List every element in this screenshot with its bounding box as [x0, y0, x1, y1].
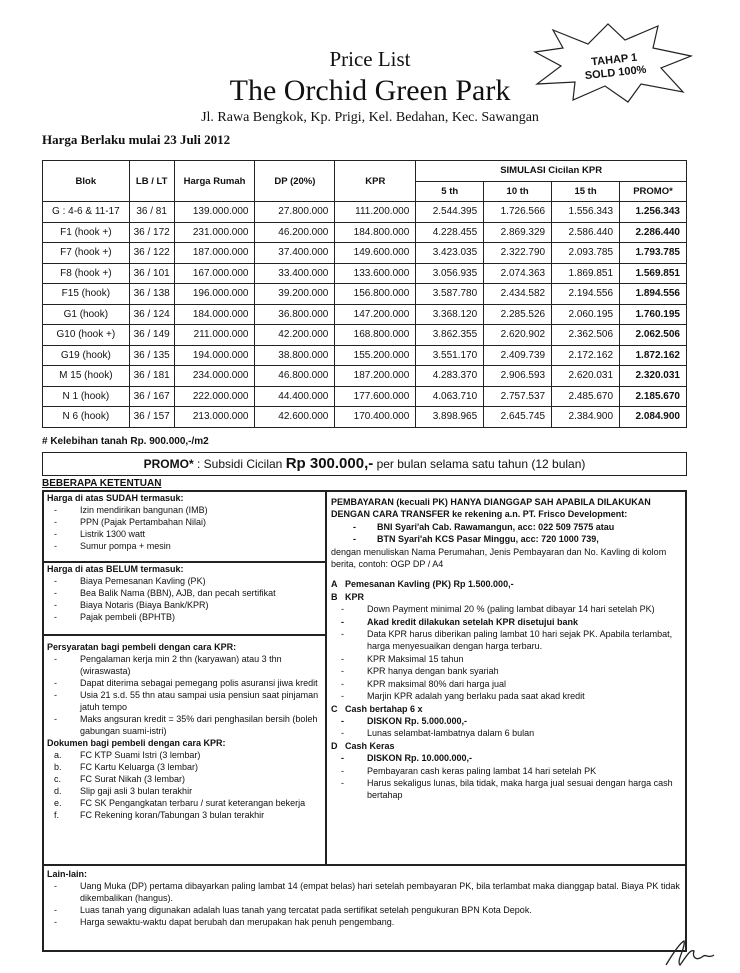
list-item [44, 689, 325, 713]
table-cell: G10 (hook +) [43, 325, 130, 346]
list-item-text: FC Surat Nikah (3 lembar) [80, 774, 186, 784]
table-cell: 194.000.000 [174, 345, 255, 366]
included-title: Harga di atas SUDAH termasuk: [47, 493, 184, 503]
price-list-label: Price List [329, 47, 411, 71]
table-cell: 2.185.670 [620, 386, 687, 407]
requirements-list [44, 653, 325, 737]
list-item [331, 616, 685, 628]
list-item-text: DISKON Rp. 10.000.000,- [367, 753, 473, 764]
other-box [43, 865, 686, 951]
table-cell: 36 / 181 [129, 366, 174, 387]
table-row [43, 304, 687, 325]
table-cell: 187.000.000 [174, 243, 255, 264]
section-d-label: D [331, 740, 338, 751]
list-item [44, 540, 325, 552]
list-item [331, 765, 685, 777]
table-cell: 2.093.785 [552, 243, 620, 264]
col-harga: Harga Rumah [174, 161, 255, 202]
list-item [44, 677, 325, 689]
table-cell: 184.000.000 [174, 304, 255, 325]
table-cell: 139.000.000 [174, 202, 255, 223]
cashk-list [331, 752, 685, 802]
table-cell: 3.056.935 [416, 263, 484, 284]
table-cell: 2.320.031 [620, 366, 687, 387]
promo-pre: : Subsidi Cicilan [196, 457, 283, 471]
table-cell: 46.800.000 [255, 366, 335, 387]
table-cell: 133.600.000 [335, 263, 416, 284]
section-b-text: KPR [345, 591, 365, 602]
table-cell: 36 / 101 [129, 263, 174, 284]
table-cell: 42.600.000 [255, 407, 335, 428]
table-cell: 46.200.000 [255, 222, 335, 243]
table-cell: 168.800.000 [335, 325, 416, 346]
table-cell: 156.800.000 [335, 284, 416, 305]
table-cell: 38.800.000 [255, 345, 335, 366]
bullet-marker: - [353, 534, 356, 545]
list-item [331, 533, 685, 545]
section-d [331, 740, 685, 752]
document-header [0, 0, 740, 155]
list-item-text: Biaya Pemesanan Kavling (PK) [80, 576, 206, 586]
table-cell: M 15 (hook) [43, 366, 130, 387]
table-cell: 231.000.000 [174, 222, 255, 243]
excluded-list [44, 575, 325, 623]
bullet-marker: - [341, 629, 344, 640]
section-c [331, 703, 685, 715]
table-cell: 3.587.780 [416, 284, 484, 305]
table-cell: 2.409.739 [484, 345, 552, 366]
list-item [44, 575, 325, 587]
table-row [43, 284, 687, 305]
list-item [44, 504, 325, 516]
table-cell: 2.906.593 [484, 366, 552, 387]
table-cell: 37.400.000 [255, 243, 335, 264]
table-cell: 1.569.851 [620, 263, 687, 284]
list-item-text: DISKON Rp. 5.000.000,- [367, 715, 468, 726]
bullet-marker: - [54, 881, 57, 891]
table-cell: 1.872.162 [620, 345, 687, 366]
table-cell: 234.000.000 [174, 366, 255, 387]
table-cell: 2.485.670 [552, 386, 620, 407]
table-cell: 2.060.195 [552, 304, 620, 325]
table-cell: 36 / 172 [129, 222, 174, 243]
list-item [44, 761, 325, 773]
table-cell: 2.384.900 [552, 407, 620, 428]
table-cell: 36 / 149 [129, 325, 174, 346]
table-cell: F8 (hook +) [43, 263, 130, 284]
table-cell: 36 / 122 [129, 243, 174, 264]
col-lb-lt: LB / LT [129, 161, 174, 202]
bullet-marker: - [54, 529, 57, 539]
promo-post: per bulan selama satu tahun (12 bulan) [376, 457, 586, 471]
list-item [331, 752, 685, 764]
bullet-marker: - [54, 917, 57, 927]
table-cell: 3.551.170 [416, 345, 484, 366]
bullet-marker: - [54, 690, 57, 700]
table-cell: 2.757.537 [484, 386, 552, 407]
cash6-list [331, 715, 685, 740]
bullet-marker: - [341, 715, 344, 726]
price-valid-date: Harga Berlaku mulai 23 Juli 2012 [42, 132, 231, 147]
section-a-label: A [331, 579, 338, 590]
list-item [44, 916, 685, 928]
table-cell: 36 / 124 [129, 304, 174, 325]
table-cell: 39.200.000 [255, 284, 335, 305]
table-cell: 36 / 138 [129, 284, 174, 305]
section-a [331, 578, 685, 590]
list-item-text: Bea Balik Nama (BBN), AJB, dan pecah sertifikat [80, 588, 276, 598]
table-cell: 1.726.566 [484, 202, 552, 223]
bullet-marker: - [54, 612, 57, 622]
table-cell: 2.084.900 [620, 407, 687, 428]
bullet-marker: - [341, 765, 344, 776]
col-simulasi: SIMULASI Cicilan KPR [416, 161, 687, 182]
table-cell: 33.400.000 [255, 263, 335, 284]
included-box [43, 491, 326, 562]
table-row [43, 263, 687, 284]
list-item-text: Marjin KPR adalah yang berlaku pada saat akad kredit [367, 691, 585, 702]
section-d-text: Cash Keras [345, 740, 395, 751]
table-cell: 2.362.506 [552, 325, 620, 346]
table-cell: 36 / 135 [129, 345, 174, 366]
table-cell: 222.000.000 [174, 386, 255, 407]
table-cell: F15 (hook) [43, 284, 130, 305]
bullet-marker: - [341, 616, 344, 627]
table-cell: 147.200.000 [335, 304, 416, 325]
table-cell: 27.800.000 [255, 202, 335, 223]
bullet-marker: - [341, 666, 344, 677]
promo-label: PROMO* [143, 457, 194, 471]
table-cell: 4.228.455 [416, 222, 484, 243]
bullet-marker: - [341, 653, 344, 664]
table-cell: 3.862.355 [416, 325, 484, 346]
table-cell: 1.894.556 [620, 284, 687, 305]
table-cell: 2.544.395 [416, 202, 484, 223]
bank-list [331, 521, 685, 546]
kpr-list [331, 603, 685, 702]
col-10th: 10 th [484, 181, 552, 202]
list-item-text: PPN (Pajak Pertambahan Nilai) [80, 517, 207, 527]
list-item-text: Luas tanah yang digunakan adalah luas tanah yang tercatat pada sertifikat setelah pengukuran BPN Kota Depok. [80, 905, 532, 915]
list-letter: f. [54, 810, 60, 820]
table-cell: G19 (hook) [43, 345, 130, 366]
list-item-text: Slip gaji asli 3 bulan terakhir [80, 786, 193, 796]
table-cell: 36 / 157 [129, 407, 174, 428]
list-item-text: Maks angsuran kredit = 35% dari penghasilan bersih (boleh gabungan suami-istri) [80, 714, 318, 736]
list-item-text: Izin mendirikan bangunan (IMB) [80, 505, 208, 515]
table-cell: 167.000.000 [174, 263, 255, 284]
signature-icon [662, 935, 722, 971]
table-cell: 155.200.000 [335, 345, 416, 366]
table-row [43, 407, 687, 428]
bullet-marker: - [54, 600, 57, 610]
list-item-text: Harus sekaligus lunas, bila tidak, maka harga jual sesuai dengan harga cash bertahap [367, 777, 673, 801]
table-cell: 170.400.000 [335, 407, 416, 428]
list-item [331, 521, 685, 533]
table-cell: 111.200.000 [335, 202, 416, 223]
table-row [43, 202, 687, 223]
list-item [44, 773, 325, 785]
excluded-title: Harga di atas BELUM termasuk: [47, 564, 184, 574]
list-item-text: Uang Muka (DP) pertama dibayarkan paling lambat 14 (empat belas) hari setelah pembayaran PK, bila terlambat maka dianggap batal. Biaya PK tidak dikembalikan (hangus). [80, 881, 680, 903]
list-item [44, 749, 325, 761]
table-cell: 2.062.506 [620, 325, 687, 346]
table-cell: 4.063.710 [416, 386, 484, 407]
table-cell: 44.400.000 [255, 386, 335, 407]
bullet-marker: - [54, 905, 57, 915]
list-item [44, 528, 325, 540]
table-cell: 1.556.343 [552, 202, 620, 223]
list-item [44, 880, 685, 904]
list-item [331, 603, 685, 615]
docs-list [44, 749, 325, 821]
list-item [44, 809, 325, 821]
list-item-text: Biaya Notaris (Biaya Bank/KPR) [80, 600, 209, 610]
payment-note: dengan menuliskan Nama Perumahan, Jenis Pembayaran dan No. Kavling di kolom berita, contoh: OGP DP / A4 [331, 546, 667, 570]
payment-head: PEMBAYARAN (kecuali PK) HANYA DIANGGAP SAH APABILA DILAKUKAN [331, 497, 651, 507]
list-item-text: Akad kredit dilakukan setelah KPR disetujui bank [367, 616, 579, 627]
bullet-marker: - [54, 654, 57, 664]
table-cell: G1 (hook) [43, 304, 130, 325]
table-cell: N 1 (hook) [43, 386, 130, 407]
table-cell: 2.194.556 [552, 284, 620, 305]
table-row [43, 386, 687, 407]
bullet-marker: - [341, 728, 344, 739]
table-cell: 184.800.000 [335, 222, 416, 243]
bullet-marker: - [54, 714, 57, 724]
list-item-text: Dapat diterima sebagai pemegang polis asuransi jiwa kredit [80, 678, 318, 688]
price-table [42, 160, 687, 428]
list-letter: b. [54, 762, 62, 772]
table-cell: 177.600.000 [335, 386, 416, 407]
table-cell: 36 / 81 [129, 202, 174, 223]
promo-banner [42, 452, 687, 476]
list-item-text: Listrik 1300 watt [80, 529, 146, 539]
table-cell: 1.869.851 [552, 263, 620, 284]
table-cell: 187.200.000 [335, 366, 416, 387]
list-item-text: Lunas selambat-lambatnya dalam 6 bulan [367, 728, 535, 739]
list-item [44, 904, 685, 916]
list-item-text: FC Kartu Keluarga (3 lembar) [80, 762, 199, 772]
requirements-box [43, 635, 326, 865]
bullet-marker: - [54, 678, 57, 688]
table-row [43, 366, 687, 387]
list-letter: d. [54, 786, 62, 796]
bullet-marker: - [341, 678, 344, 689]
col-promo: PROMO* [620, 181, 687, 202]
table-cell: 3.423.035 [416, 243, 484, 264]
table-cell: 2.285.526 [484, 304, 552, 325]
table-cell: 2.172.162 [552, 345, 620, 366]
list-letter: c. [54, 774, 62, 784]
list-item-text: Data KPR harus diberikan paling lambat 10 hari sejak PK. Apabila terlambat, harga menyesuaikan dengan harga terbaru. [367, 629, 673, 652]
list-item [331, 690, 685, 702]
list-item-text: Harga sewaktu-waktu dapat berubah dan merupakan hak penuh pengembang. [80, 917, 395, 927]
project-title: The Orchid Green Park [229, 74, 511, 107]
table-row [43, 325, 687, 346]
list-item-text: FC SK Pengangkatan terbaru / surat keterangan bekerja [80, 798, 306, 808]
table-cell: 3.898.965 [416, 407, 484, 428]
section-c-label: C [331, 703, 338, 714]
list-item-text: KPR Maksimal 15 tahun [367, 653, 464, 664]
bullet-marker: - [54, 541, 57, 551]
list-item [331, 727, 685, 739]
table-cell: 2.434.582 [484, 284, 552, 305]
excess-land-note: # Kelebihan tanah Rp. 900.000,-/m2 [42, 436, 209, 447]
section-b [331, 591, 685, 603]
section-b-label: B [331, 591, 338, 602]
list-item-text: FC KTP Suami Istri (3 lembar) [80, 750, 201, 760]
payment-head-2: DENGAN CARA TRANSFER ke rekening a.n. PT. Frisco Development: [331, 509, 628, 520]
list-letter: a. [54, 750, 62, 760]
table-cell: 2.586.440 [552, 222, 620, 243]
list-item [331, 628, 685, 653]
bullet-marker: - [341, 604, 344, 615]
list-item [331, 653, 685, 665]
table-cell: 2.645.745 [484, 407, 552, 428]
excluded-box [43, 562, 326, 635]
list-item [44, 599, 325, 611]
bullet-marker: - [54, 576, 57, 586]
bank-account: BNI Syari'ah Cab. Rawamangun, acc: 022 509 7575 atau [377, 521, 615, 532]
bullet-marker: - [54, 505, 57, 515]
table-cell: 2.620.031 [552, 366, 620, 387]
section-a-text: Pemesanan Kavling (PK) Rp 1.500.000,- [345, 579, 514, 590]
table-cell: 2.322.790 [484, 243, 552, 264]
list-item [331, 665, 685, 677]
list-letter: e. [54, 798, 62, 808]
table-cell: 1.760.195 [620, 304, 687, 325]
bullet-marker: - [341, 777, 344, 788]
table-cell: 2.869.329 [484, 222, 552, 243]
other-list [44, 880, 685, 928]
bullet-marker: - [353, 521, 356, 532]
table-cell: G : 4-6 & 11-17 [43, 202, 130, 223]
list-item [44, 611, 325, 623]
promo-amount: Rp 300.000,- [285, 455, 374, 472]
table-cell: N 6 (hook) [43, 407, 130, 428]
table-cell: 1.256.343 [620, 202, 687, 223]
docs-title: Dokumen bagi pembeli dengan cara KPR: [47, 738, 226, 748]
list-item [331, 777, 685, 802]
list-item-text: Usia 21 s.d. 55 thn atau sampai usia pensiun saat pinjaman jatuh tempo [80, 690, 319, 712]
list-item [44, 516, 325, 528]
list-item-text: Pembayaran cash keras paling lambat 14 hari setelah PK [367, 765, 597, 776]
col-kpr: KPR [335, 161, 416, 202]
list-item-text: Pengalaman kerja min 2 thn (karyawan) atau 3 thn (wiraswasta) [80, 654, 282, 676]
list-item [44, 653, 325, 677]
terms-box [42, 490, 687, 952]
list-item [331, 678, 685, 690]
table-cell: 213.000.000 [174, 407, 255, 428]
col-5th: 5 th [416, 181, 484, 202]
list-item-text: KPR maksimal 80% dari harga jual [367, 678, 507, 689]
table-cell: F7 (hook +) [43, 243, 130, 264]
bank-account: BTN Syari'ah KCS Pasar Minggu, acc: 720 1000 739, [377, 534, 599, 545]
table-cell: 2.286.440 [620, 222, 687, 243]
project-address: Jl. Rawa Bengkok, Kp. Prigi, Kel. Bedahan, Kec. Sawangan [201, 110, 539, 125]
section-c-text: Cash bertahap 6 x [345, 703, 423, 714]
list-item-text: Down Payment minimal 20 % (paling lambat dibayar 14 hari setelah PK) [367, 604, 655, 615]
table-row [43, 243, 687, 264]
bullet-marker: - [54, 517, 57, 527]
list-item-text: KPR hanya dengan bank syariah [367, 666, 499, 677]
stamp-line-2: SOLD 100% [584, 63, 647, 83]
table-cell: 149.600.000 [335, 243, 416, 264]
requirements-title: Persyaratan bagi pembeli dengan cara KPR: [47, 642, 237, 652]
list-item [44, 797, 325, 809]
table-row [43, 345, 687, 366]
list-item-text: Pajak pembeli (BPHTB) [80, 612, 176, 622]
table-cell: F1 (hook +) [43, 222, 130, 243]
list-item-text: FC Rekening koran/Tabungan 3 bulan terakhir [80, 810, 265, 820]
table-cell: 2.074.363 [484, 263, 552, 284]
table-cell: 2.620.902 [484, 325, 552, 346]
list-item [44, 587, 325, 599]
bullet-marker: - [341, 753, 344, 764]
list-item [44, 785, 325, 797]
stamp-line-1: TAHAP 1 [590, 51, 638, 69]
bullet-marker: - [54, 588, 57, 598]
table-cell: 42.200.000 [255, 325, 335, 346]
table-cell: 1.793.785 [620, 243, 687, 264]
list-item [331, 715, 685, 727]
bullet-marker: - [341, 691, 344, 702]
terms-title: BEBERAPA KETENTUAN [42, 478, 162, 489]
table-cell: 196.000.000 [174, 284, 255, 305]
col-15th: 15 th [552, 181, 620, 202]
table-cell: 36.800.000 [255, 304, 335, 325]
table-cell: 211.000.000 [174, 325, 255, 346]
table-cell: 36 / 167 [129, 386, 174, 407]
table-cell: 4.283.370 [416, 366, 484, 387]
list-item-text: Sumur pompa + mesin [80, 541, 171, 551]
table-cell: 3.368.120 [416, 304, 484, 325]
other-title: Lain-lain: [47, 869, 87, 879]
col-blok: Blok [43, 161, 130, 202]
included-list [44, 504, 325, 552]
payment-box [326, 491, 686, 865]
table-row [43, 222, 687, 243]
col-dp: DP (20%) [255, 161, 335, 202]
list-item [44, 713, 325, 737]
